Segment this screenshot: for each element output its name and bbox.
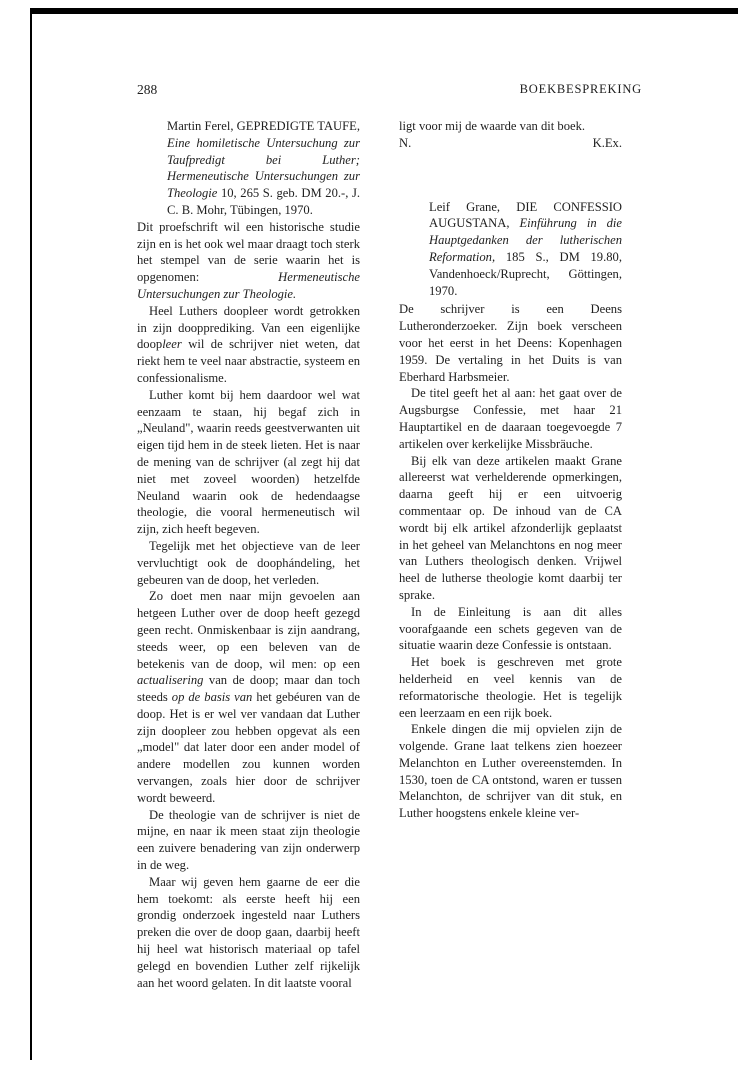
review2-head-publication: 185 S., DM 19.80, Vandenhoeck/Ruprecht, Göttingen, 1970. bbox=[429, 249, 622, 298]
top-border-rule bbox=[30, 8, 738, 14]
review1-paragraph-3: Luther komt bij hem daardoor wel wat eenzaam te staan, hij begaf zich in „Neuland", waarin reeds geestverwanten uit eigen tijd hem in de steek lieten. Het is naar de mening van de schrijver (al zegt hij dat niet met zoveel woorden) hetzelfde Neuland waarin ook de hedendaagse theologie, die vooral hermeneutisch wil zijn, zich heeft begeven. bbox=[137, 387, 360, 537]
review1-paragraph-7-continued: ligt voor mij de waarde van dit boek. bbox=[399, 119, 586, 133]
review1-p5-emphasis-1: actualisering bbox=[137, 673, 204, 688]
review1-paragraph-5 bbox=[137, 588, 360, 806]
review1-paragraph-1 bbox=[137, 219, 360, 303]
review1-paragraph-7: Maar wij geven hem gaarne de eer die hem toekomt: als eerste heeft hij een grondig onderzoek ingesteld naar Luthers preken die over de doop gaan, daarbij heeft hij heel wat historisch materiaal op tafel gelegd en bovendien Luther zelf rijkelijk aan het woord gelaten. In dit laatste vooral bbox=[137, 874, 360, 990]
review1-p1-text: Dit proefschrift wil een historische studie zijn en is het ook wel maar draagt toch sterk het stempel van de serie waarin het is opgenomen: bbox=[137, 219, 360, 285]
review1-p1-series-title: Hermeneutische Untersuchungen zur Theologie. bbox=[137, 270, 360, 301]
review1-p5-text-c: het gebéuren van de doop. Het is er wel ver vandaan dat Luther zijn doopleer zou hebben opgevat als een „model" dat later door een ander model of andere modellen zou kunnen worden vervangen, zoals hier door de schrijver wordt beweerd. bbox=[137, 690, 360, 805]
review1-p5-text-b: van de doop; maar dan toch steeds bbox=[137, 673, 360, 705]
review1-signature-right: K.Ex. bbox=[592, 135, 622, 150]
review2-paragraph-5: Het boek is geschreven met grote helderheid en veel kennis van de reformatorische theologie. Het is tegelijk een leerzaam en een rijk boek. bbox=[399, 655, 622, 720]
review1-paragraph-6: De theologie van de schrijver is niet de mijne, en naar ik meen staat zijn theologie een zuivere benadering van zijn onderwerp in de weg. bbox=[137, 807, 360, 873]
review2-head-author-title: Leif Grane, DIE CONFESSIO AUGUSTANA, bbox=[429, 199, 622, 231]
review2-head-subtitle: Einführung in die Hauptgedanken der lutherischen Reformation, bbox=[429, 216, 622, 264]
running-head: BOEKBESPREKING bbox=[519, 82, 642, 96]
review1-signature-left: N. bbox=[399, 135, 412, 150]
review1-bibliographic-entry bbox=[137, 118, 360, 219]
review2-paragraph-1: De schrijver is een Deens Lutheronderzoeker. Zijn boek verscheen voor het eerst in het Deens: Kopenhagen 1959. De vertaling in het Duits is van Eberhard Harbsmeier. bbox=[399, 302, 622, 384]
review1-p5-emphasis-2: op de basis van bbox=[171, 690, 253, 705]
review1-p2-text-a: Heel Luthers doopleer wordt getrokken in zijn doopprediking. Van een eigenlijke doop bbox=[137, 303, 360, 352]
review1-head-subtitle: Eine homiletische Untersuchung zur Taufpredigt bei Luther; Hermeneutische Untersuchungen zur Theologie bbox=[167, 135, 360, 201]
review2-paragraph-6: Enkele dingen die mij opvielen zijn de volgende. Grane laat telkens zien hoezeer Melanchton en Luther overeenstemden. In 1530, toen de CA ontstond, waren er tussen Melanchton, de schrijver van dit stuk, en Luther hoogstens enkele kleine ver- bbox=[399, 722, 622, 821]
review1-p2-emphasis: leer bbox=[162, 337, 182, 352]
review1-signature bbox=[399, 135, 622, 152]
review1-head-publication: 10, 265 S. geb. DM 20.-, J. C. B. Mohr, Tübingen, 1970. bbox=[167, 186, 360, 217]
left-border-rule bbox=[30, 8, 32, 1060]
right-column bbox=[399, 118, 622, 822]
review1-paragraph-2 bbox=[137, 303, 360, 387]
page-number: 288 bbox=[137, 82, 158, 97]
review2-bibliographic-entry bbox=[399, 199, 622, 300]
review1-head-author-title: Martin Ferel, GEPREDIGTE TAUFE, bbox=[167, 119, 360, 133]
left-column bbox=[137, 118, 360, 991]
review1-p2-text-b: wil de schrijver niet weten, dat riekt hem te veel naar abstractie, systeem en confessionalisme. bbox=[137, 337, 360, 385]
review2-paragraph-3: Bij elk van deze artikelen maakt Grane allereerst wat verhelderende opmerkingen, daarna geeft hij er een uitvoerig commentaar op. De inhoud van de CA wordt bij elk artikel afzonderlijk geplaatst in het geheel van Melanchtons en nog meer van Luthers theologisch denken. Vrijwel heel de lutherse theologie komt daarbij ter sprake. bbox=[399, 453, 622, 602]
review2-paragraph-2: De titel geeft het al aan: het gaat over de Augsburgse Confessie, met haar 21 Hauptartikel en de daaraan toegevoegde 7 artikelen over kerkelijke Missbräuche. bbox=[399, 386, 622, 451]
review1-paragraph-4: Tegelijk met het objectieve van de leer vervluchtigt ook de doophándeling, het gebeuren van de doop, het verleden. bbox=[137, 538, 360, 587]
review-separator-space bbox=[399, 152, 622, 199]
review2-paragraph-4: In de Einleitung is aan dit alles voorafgaande een schets gegeven van de situatie waarin deze Confessie is ontstaan. bbox=[399, 604, 622, 653]
review1-p5-text-a: Zo doet men naar mijn gevoelen aan hetgeen Luther over de doop heeft gezegd geen recht. Onmiskenbaar is zijn aandrang, steeds weer, op een beleven van de betekenis van de doop, wil men: op een bbox=[137, 589, 360, 671]
